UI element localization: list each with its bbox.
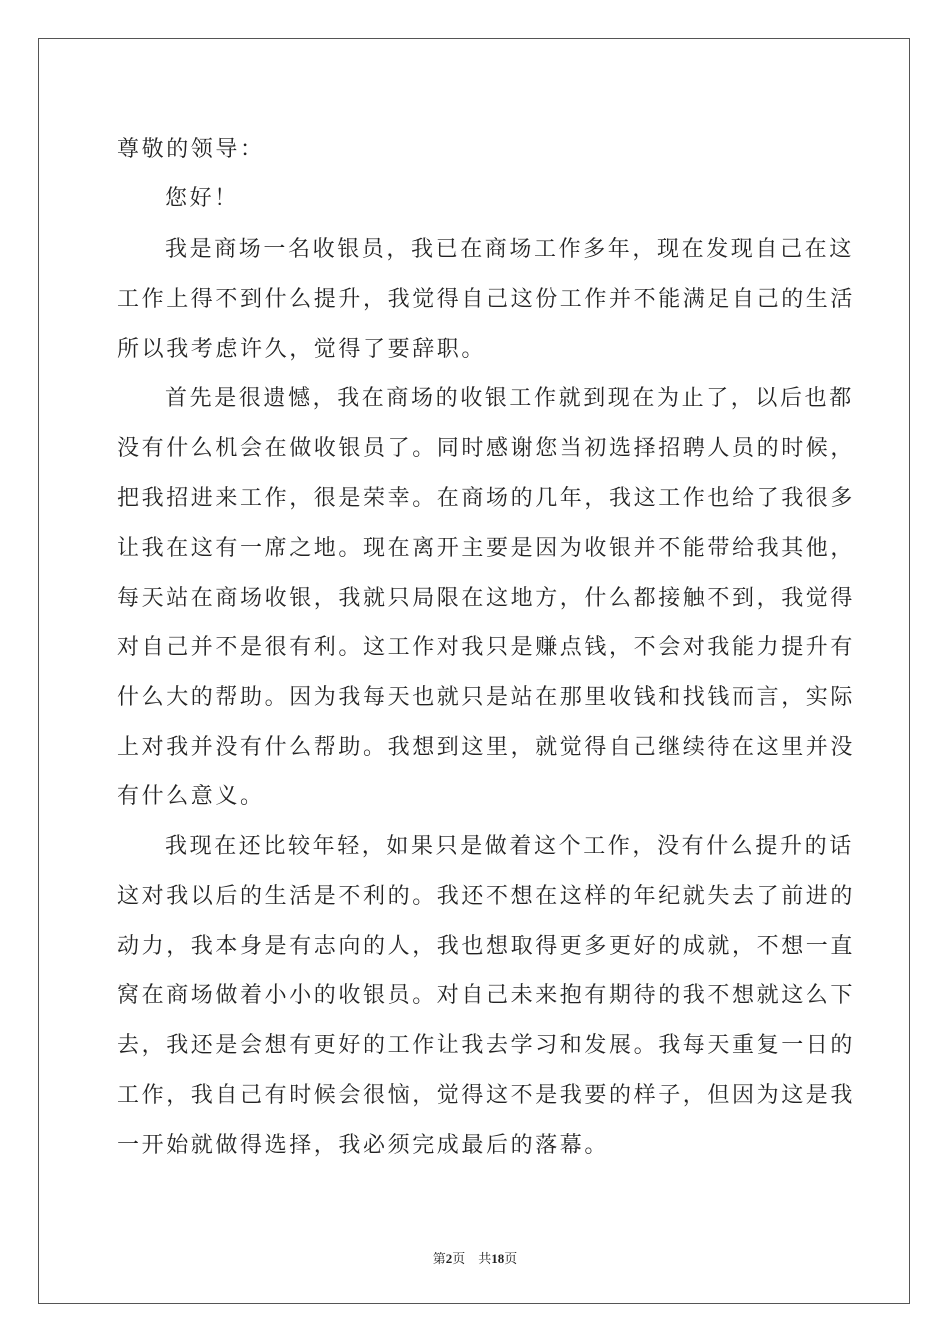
page-border <box>38 38 910 1304</box>
page-number: 2 <box>445 1251 453 1266</box>
body-line: 一开始就做得选择，我必须完成最后的落幕。 <box>117 1133 610 1158</box>
body-line: 让我在这有一席之地。现在离开主要是因为收银并不能带给我其他， <box>117 536 856 561</box>
salutation: 尊敬的领导： <box>117 137 265 162</box>
body-line: 动力，我本身是有志向的人，我也想取得更多更好的成就，不想一直 <box>117 934 856 959</box>
body-line: 所以我考虑许久，觉得了要辞职。 <box>117 337 487 362</box>
body-line: 什么大的帮助。因为我每天也就只是站在那里收钱和找钱而言，实际 <box>117 685 856 710</box>
body-line: 上对我并没有什么帮助。我想到这里，就觉得自己继续待在这里并没 <box>117 735 856 760</box>
body-line: 把我招进来工作，很是荣幸。在商场的几年，我这工作也给了我很多 <box>117 486 856 511</box>
greeting: 您好！ <box>165 186 239 211</box>
body-line: 我现在还比较年轻，如果只是做着这个工作，没有什么提升的话 <box>165 834 854 859</box>
body-line: 没有什么机会在做收银员了。同时感谢您当初选择招聘人员的时候， <box>117 436 856 461</box>
total-prefix: 共 <box>478 1251 492 1266</box>
page-prefix: 第 <box>432 1251 446 1266</box>
body-line: 我是商场一名收银员，我已在商场工作多年，现在发现自己在这 <box>165 237 854 262</box>
body-line: 对自己并不是很有利。这工作对我只是赚点钱，不会对我能力提升有 <box>117 635 856 660</box>
total-pages: 18 <box>491 1251 505 1266</box>
page-footer <box>0 1248 950 1267</box>
body-line: 这对我以后的生活是不利的。我还不想在这样的年纪就失去了前进的 <box>117 884 856 909</box>
body-line: 工作上得不到什么提升，我觉得自己这份工作并不能满足自己的生活 <box>117 287 856 312</box>
total-suffix: 页 <box>504 1251 518 1266</box>
body-line: 每天站在商场收银，我就只局限在这地方，什么都接触不到，我觉得 <box>117 586 856 611</box>
body-line: 工作，我自己有时候会很恼，觉得这不是我要的样子，但因为这是我 <box>117 1083 856 1108</box>
body-line: 去，我还是会想有更好的工作让我去学习和发展。我每天重复一日的 <box>117 1033 856 1058</box>
page-suffix: 页 <box>452 1251 466 1266</box>
body-line: 窝在商场做着小小的收银员。对自己未来抱有期待的我不想就这么下 <box>117 983 856 1008</box>
body-line: 有什么意义。 <box>117 784 265 809</box>
body-line: 首先是很遗憾，我在商场的收银工作就到现在为止了，以后也都 <box>165 386 854 411</box>
